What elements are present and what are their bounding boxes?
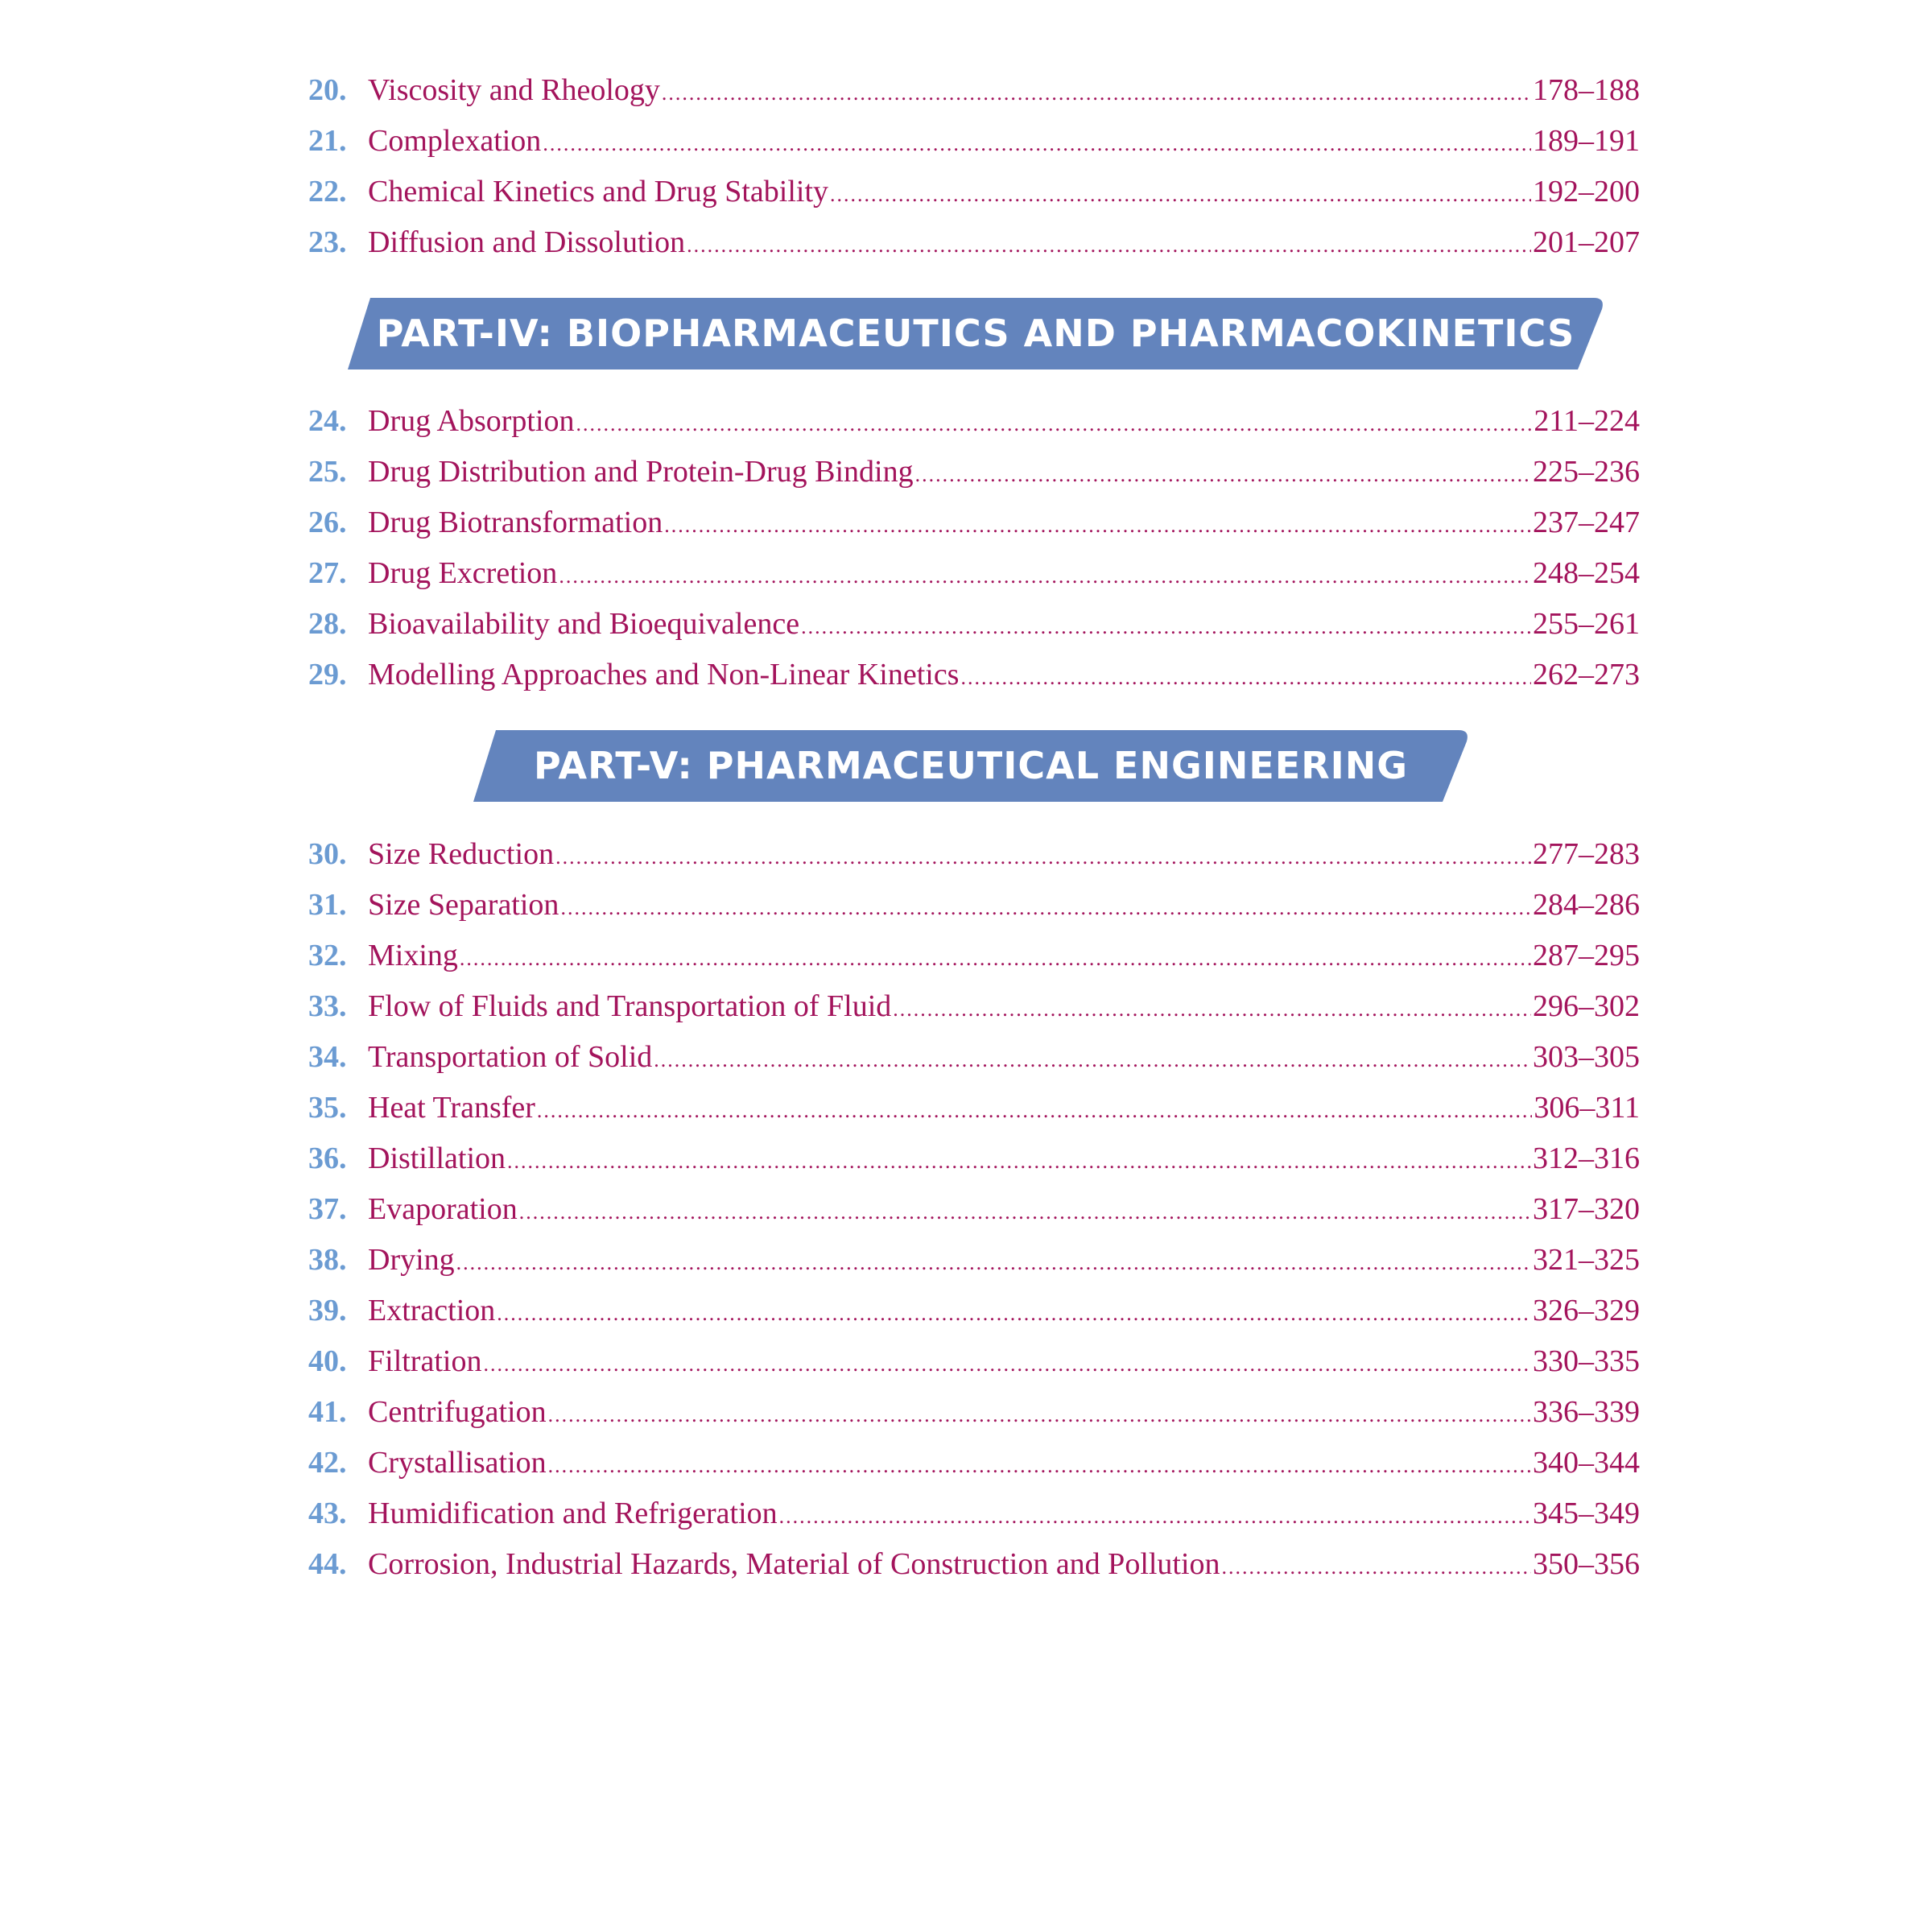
chapter-title[interactable]: Complexation <box>368 124 542 158</box>
chapter-number: 30. <box>308 837 347 871</box>
page-range: 306–311 <box>1534 1091 1640 1125</box>
dot-leader <box>460 933 1531 984</box>
page-range: 296–302 <box>1533 989 1640 1023</box>
toc-entry[interactable] <box>308 1387 1640 1438</box>
chapter-number: 40. <box>308 1344 347 1378</box>
toc-entry[interactable] <box>308 650 1640 700</box>
toc-entry[interactable] <box>308 167 1640 217</box>
chapter-title[interactable]: Corrosion, Industrial Hazards, Material of Construction and Pollution <box>368 1547 1220 1581</box>
toc-entry[interactable] <box>308 1488 1640 1539</box>
page-range: 237–247 <box>1533 506 1640 539</box>
page-range: 330–335 <box>1533 1344 1640 1378</box>
dot-leader <box>543 118 1531 169</box>
chapter-number: 29. <box>308 658 347 691</box>
dot-leader <box>1222 1542 1531 1592</box>
dot-leader <box>830 169 1531 220</box>
dot-leader <box>537 1085 1533 1136</box>
chapter-title[interactable]: Bioavailability and Bioequivalence <box>368 607 800 641</box>
dot-leader <box>483 1339 1531 1389</box>
page-range: 312–316 <box>1533 1141 1640 1175</box>
toc-entry[interactable] <box>308 447 1640 497</box>
chapter-title[interactable]: Filtration <box>368 1344 482 1378</box>
chapter-number: 43. <box>308 1496 347 1530</box>
toc-entry[interactable] <box>308 396 1640 447</box>
toc-entry[interactable] <box>308 1133 1640 1184</box>
chapter-number: 36. <box>308 1141 347 1175</box>
page-range: 350–356 <box>1533 1547 1640 1581</box>
toc-entry[interactable] <box>308 116 1640 167</box>
page-range: 189–191 <box>1533 124 1640 158</box>
chapter-title[interactable]: Crystallisation <box>368 1446 547 1480</box>
chapter-number: 22. <box>308 175 347 208</box>
chapter-number: 25. <box>308 455 347 489</box>
page-range: 303–305 <box>1533 1040 1640 1074</box>
chapter-title[interactable]: Transportation of Solid <box>368 1040 653 1074</box>
part-iv-banner <box>348 298 1604 369</box>
toc-entry[interactable] <box>308 880 1640 931</box>
page-range: 225–236 <box>1533 455 1640 489</box>
page-range: 345–349 <box>1533 1496 1640 1530</box>
chapter-title[interactable]: Flow of Fluids and Transportation of Fluid <box>368 989 892 1023</box>
dot-leader <box>519 1187 1531 1237</box>
chapter-title[interactable]: Chemical Kinetics and Drug Stability <box>368 175 829 208</box>
chapter-title[interactable]: Drug Absorption <box>368 404 575 438</box>
page-range: 262–273 <box>1533 658 1640 691</box>
toc-entry[interactable] <box>308 1083 1640 1133</box>
page-range: 340–344 <box>1533 1446 1640 1480</box>
toc-entry[interactable] <box>308 1438 1640 1488</box>
chapter-number: 32. <box>308 939 347 972</box>
chapter-title[interactable]: Viscosity and Rheology <box>368 73 660 107</box>
dot-leader <box>915 449 1531 500</box>
chapter-number: 34. <box>308 1040 347 1074</box>
dot-leader <box>548 1440 1531 1491</box>
toc-entry[interactable] <box>308 65 1640 116</box>
toc-entry[interactable] <box>308 548 1640 599</box>
toc-entry[interactable] <box>308 1286 1640 1336</box>
page-range: 255–261 <box>1533 607 1640 641</box>
dot-leader <box>662 68 1531 118</box>
part-iv-heading: PART-IV: BIOPHARMACEUTICS AND PHARMACOKINETICS <box>376 312 1575 355</box>
dot-leader <box>559 551 1531 601</box>
toc-entry[interactable] <box>308 1336 1640 1387</box>
chapter-number: 39. <box>308 1294 347 1327</box>
dot-leader <box>960 652 1531 703</box>
chapter-number: 33. <box>308 989 347 1023</box>
part-v-heading: PART-V: PHARMACEUTICAL ENGINEERING <box>533 744 1408 787</box>
page-range: 277–283 <box>1533 837 1640 871</box>
dot-leader <box>507 1136 1531 1187</box>
chapter-number: 28. <box>308 607 347 641</box>
chapter-title[interactable]: Centrifugation <box>368 1395 547 1429</box>
chapter-title[interactable]: Distillation <box>368 1141 506 1175</box>
toc-entry[interactable] <box>308 1032 1640 1083</box>
chapter-title[interactable]: Drug Excretion <box>368 556 558 590</box>
chapter-number: 41. <box>308 1395 347 1429</box>
toc-entry[interactable] <box>308 1539 1640 1590</box>
page-range: 192–200 <box>1533 175 1640 208</box>
page-range: 201–207 <box>1533 225 1640 259</box>
chapter-title[interactable]: Extraction <box>368 1294 496 1327</box>
chapter-number: 35. <box>308 1091 347 1125</box>
chapter-title[interactable]: Mixing <box>368 939 458 972</box>
chapter-title[interactable]: Heat Transfer <box>368 1091 535 1125</box>
chapter-number: 42. <box>308 1446 347 1480</box>
chapter-title[interactable]: Drying <box>368 1243 455 1277</box>
dot-leader <box>576 398 1533 449</box>
dot-leader <box>497 1288 1531 1339</box>
dot-leader <box>555 832 1531 882</box>
page-range: 336–339 <box>1533 1395 1640 1429</box>
chapter-number: 23. <box>308 225 347 259</box>
page-range: 317–320 <box>1533 1192 1640 1226</box>
toc-entry[interactable] <box>308 599 1640 650</box>
page-range: 248–254 <box>1533 556 1640 590</box>
chapter-number: 21. <box>308 124 347 158</box>
chapter-title[interactable]: Diffusion and Dissolution <box>368 225 686 259</box>
dot-leader <box>560 882 1531 933</box>
toc-entry[interactable] <box>308 829 1640 880</box>
page-range: 284–286 <box>1533 888 1640 922</box>
page-range: 211–224 <box>1534 404 1640 438</box>
dot-leader <box>779 1491 1531 1542</box>
chapter-number: 27. <box>308 556 347 590</box>
toc-entry[interactable] <box>308 1235 1640 1286</box>
toc-entry[interactable] <box>308 497 1640 548</box>
toc-entry[interactable] <box>308 1184 1640 1235</box>
chapter-title[interactable]: Drug Distribution and Protein-Drug Binding <box>368 455 914 489</box>
chapter-title[interactable]: Evaporation <box>368 1192 518 1226</box>
page-range: 326–329 <box>1533 1294 1640 1327</box>
chapter-number: 26. <box>308 506 347 539</box>
chapter-number: 24. <box>308 404 347 438</box>
chapter-title[interactable]: Size Reduction <box>368 837 555 871</box>
dot-leader <box>801 601 1531 652</box>
toc-entry[interactable] <box>308 981 1640 1032</box>
chapter-number: 38. <box>308 1243 347 1277</box>
dot-leader <box>456 1237 1531 1288</box>
dot-leader <box>893 984 1531 1034</box>
chapter-number: 44. <box>308 1547 347 1581</box>
part-v-banner <box>473 730 1468 802</box>
page-range: 287–295 <box>1533 939 1640 972</box>
chapter-title[interactable]: Humidification and Refrigeration <box>368 1496 778 1530</box>
toc-entry[interactable] <box>308 217 1640 268</box>
toc-entry[interactable] <box>308 931 1640 981</box>
dot-leader <box>664 500 1531 551</box>
chapter-number: 31. <box>308 888 347 922</box>
page-range: 178–188 <box>1533 73 1640 107</box>
chapter-number: 37. <box>308 1192 347 1226</box>
dot-leader <box>548 1389 1531 1440</box>
chapter-number: 20. <box>308 73 347 107</box>
page-range: 321–325 <box>1533 1243 1640 1277</box>
chapter-title[interactable]: Size Separation <box>368 888 559 922</box>
chapter-title[interactable]: Modelling Approaches and Non-Linear Kinetics <box>368 658 960 691</box>
dot-leader <box>654 1034 1531 1085</box>
dot-leader <box>687 220 1531 270</box>
chapter-title[interactable]: Drug Biotransformation <box>368 506 663 539</box>
